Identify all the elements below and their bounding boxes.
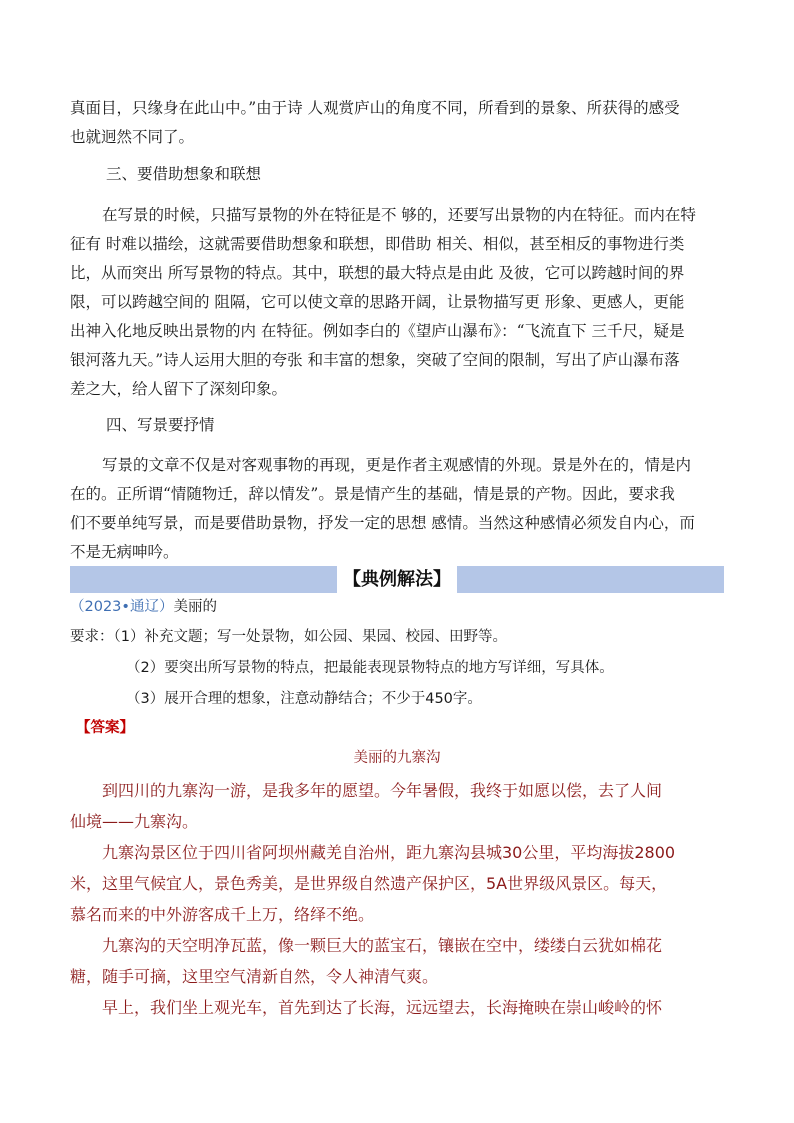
question-line [70,595,217,619]
requirement-2: （2）要突出所写景物的特点，把最能表现景物特点的地方写详细，写具体。 [126,660,614,676]
section-heading-4: 四、写景要抒情 [106,416,215,434]
requirement-1: 要求：（1）补充文题；写一处景物，如公园、果园、校园、田野等。 [70,629,507,645]
text-line: 真面目，只缘身在此山中。”由于诗 人观赏庐山的角度不同，所看到的景象、所获得的感受 [70,99,680,117]
essay-paragraph-4 [70,992,730,1023]
text-line: 糖，随手可摘，这里空气清新自然，令人神清气爽。 [70,967,439,986]
text-line: 九寨沟的天空明净瓦蓝，像一颗巨大的蓝宝石，镶嵌在空中，缕缕白云犹如棉花 [102,936,663,955]
section-banner [70,566,724,593]
essay-title: 美丽的九寨沟 [353,750,441,766]
text-line: 差之大，给人留下了深刻印象。 [70,380,288,398]
answer-tag: 【答案】 [76,720,134,736]
section-3-paragraph [70,201,725,404]
text-line: 在的。正所谓“情随物迁，辞以情发”。景是情产生的基础，情是景的产物。因此，要求我 [70,485,675,503]
question-prompt: 美丽的 [173,599,217,615]
text-line: 慕名而来的中外游客成千上万，络绎不绝。 [70,905,375,924]
text-line: 出神入化地反映出景物的内 在特征。例如李白的《望庐山瀑布》：“飞流直下 三千尺，疑是 [70,322,685,340]
text-line: 征有 时难以描绘，这就需要借助想象和联想，即借助 相关、相似，甚至相反的事物进行类 [70,235,685,253]
text-line: 到四川的九寨沟一游，是我多年的愿望。今年暑假，我终于如愿以偿，去了人间 [102,781,663,800]
intro-paragraph [70,94,725,152]
text-line: 也就迥然不同了。 [70,128,195,146]
essay-paragraph-3 [70,930,730,992]
text-line: 限，可以跨越空间的 阻隔，它可以使文章的思路开阔，让景物描写更 形象、更感人，更能 [70,293,685,311]
question-source: （2023•通辽） [70,599,174,615]
essay-paragraph-1 [70,775,730,837]
text-line: 仙境——九寨沟。 [70,812,199,831]
requirement-3: （3）展开合理的想象，注意动静结合；不少于450字。 [126,691,482,707]
section-4-paragraph [70,451,725,567]
text-line: 不是无病呻吟。 [70,543,179,561]
essay-paragraph-2 [70,837,730,930]
banner-title: 【典例解法】 [337,566,457,593]
text-line: 们不要单纯写景，而是要借助景物，抒发一定的思想 感情。当然这种感情必须发自内心，而 [70,514,695,532]
text-line: 米，这里气候宜人，景色秀美，是世界级自然遗产保护区，5A世界级风景区。每天， [70,874,668,893]
text-line: 写景的文章不仅是对客观事物的再现，更是作者主观感情的外现。景是外在的，情是内 [102,456,692,474]
text-line: 九寨沟景区位于四川省阿坝州藏羌自治州，距九寨沟县城30公里，平均海拔2800 [102,843,676,862]
text-line: 银河落九天。”诗人运用大胆的夸张 和丰富的想象，突破了空间的限制，写出了庐山瀑布落 [70,351,680,369]
text-line: 比，从而突出 所写景物的特点。其中，联想的最大特点是由此 及彼，它可以跨越时间的界 [70,264,685,282]
text-line: 在写景的时候，只描写景物的外在特征是不 够的，还要写出景物的内在特征。而内在特 [102,206,696,224]
section-heading-3: 三、要借助想象和联想 [106,165,262,183]
text-line: 早上，我们坐上观光车，首先到达了长海，远远望去，长海掩映在崇山峻岭的怀 [102,998,663,1017]
